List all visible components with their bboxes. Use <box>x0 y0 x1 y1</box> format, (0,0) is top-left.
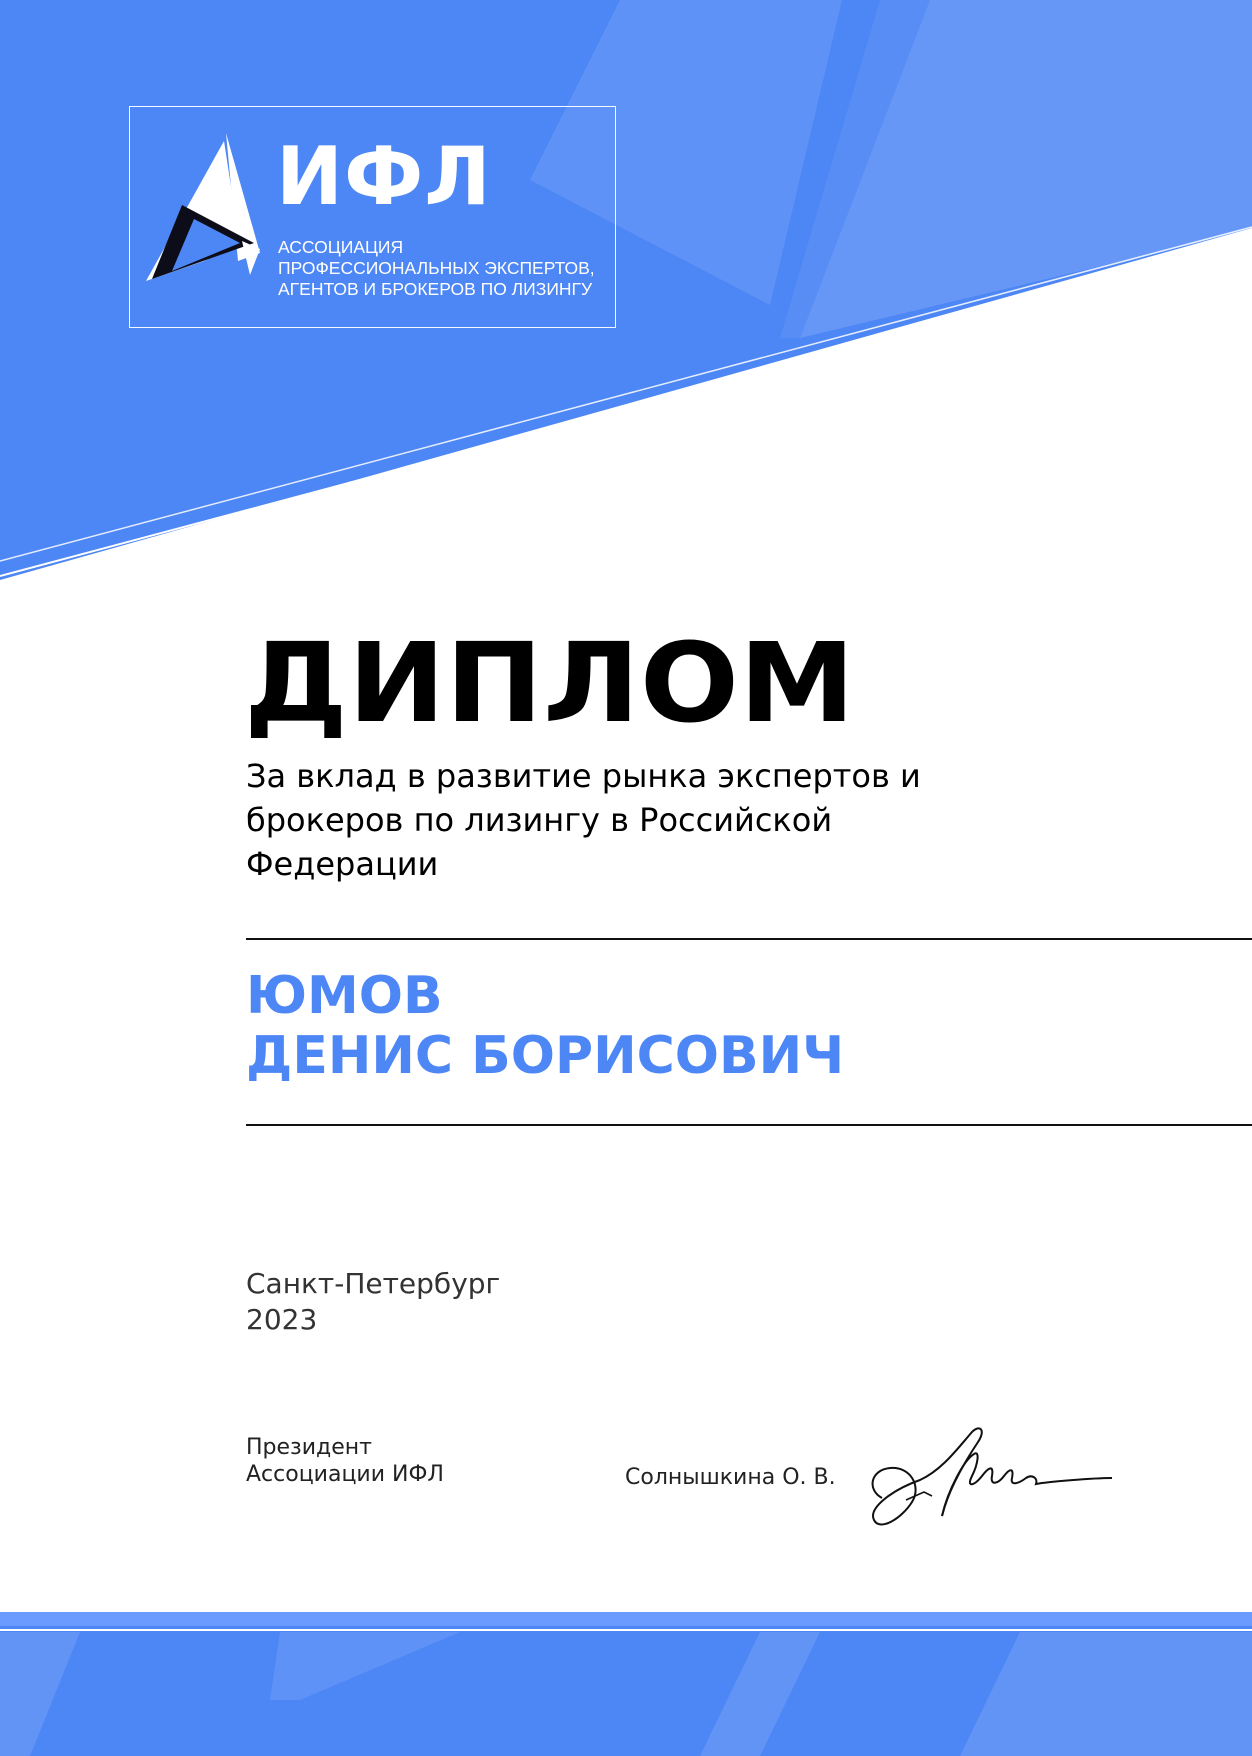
recipient-first-middle-name: ДЕНИС БОРИСОВИЧ <box>246 1026 845 1086</box>
logo-full-name: АССОЦИАЦИЯ ПРОФЕССИОНАЛЬНЫХ ЭКСПЕРТОВ, АГЕНТОВ И БРОКЕРОВ ПО ЛИЗИНГУ <box>278 237 595 299</box>
triangle-arrow-logo-icon <box>142 133 266 289</box>
signatory-role <box>246 1434 444 1488</box>
year: 2023 <box>246 1303 318 1336</box>
city: Санкт-Петербург <box>246 1267 501 1300</box>
logo-abbreviation: ИФЛ <box>276 130 492 223</box>
place-and-year <box>246 1266 500 1338</box>
handwritten-signature <box>862 1420 1122 1540</box>
divider-bottom <box>246 1124 1252 1126</box>
divider-top <box>246 938 1252 940</box>
document-title: ДИПЛОМ <box>244 619 856 747</box>
recipient-name <box>246 966 844 1086</box>
signatory-role-line2: Ассоциации ИФЛ <box>246 1462 444 1487</box>
signatory-role-line1: Президент <box>246 1435 372 1460</box>
recipient-last-name: ЮМОВ <box>246 966 443 1026</box>
award-reason: За вклад в развитие рынка экспертов и брокеров по лизингу в Российской Федерации <box>246 757 921 883</box>
signatory-name: Солнышкина О. В. <box>625 1465 836 1490</box>
logo <box>129 106 616 328</box>
